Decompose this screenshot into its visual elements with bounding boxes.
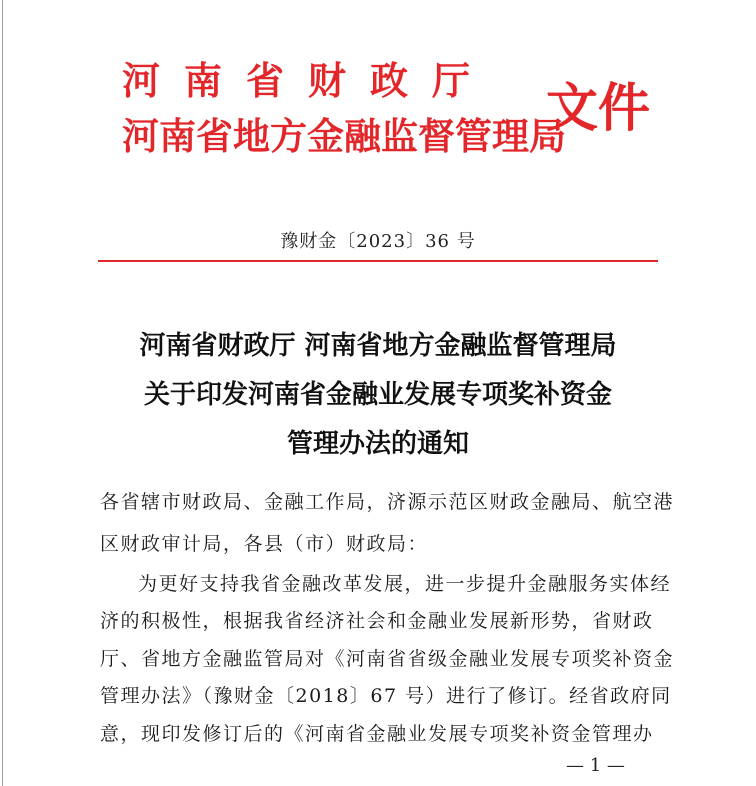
red-divider-line — [98, 260, 658, 262]
body-line-3: 为更好支持我省金融改革发展，进一步提升金融服务实体经 — [138, 573, 672, 595]
body-line-6: 管理办法》（豫财金〔2018〕67 号）进行了修订。经省政府同 — [100, 685, 672, 707]
document-title-line-1: 河南省财政厅 河南省地方金融监督管理局 — [139, 331, 617, 361]
page-number: — 1 — — [566, 755, 625, 776]
document-title-line-3: 管理办法的通知 — [286, 429, 469, 459]
document-number: 豫财金〔2023〕36 号 — [280, 231, 476, 252]
body-line-7: 意，现印发修订后的《河南省金融业发展专项奖补资金管理办 — [100, 723, 654, 745]
body-line-5: 厅、省地方金融监管局对《河南省省级金融业发展专项奖补资金 — [100, 648, 675, 670]
issuer-name-finance-dept: 河南省财政厅 — [122, 58, 495, 103]
body-line-2: 区财政审计局，各县（市）财政局： — [100, 533, 429, 555]
issuer-name-finance-regulator: 河南省地方金融监督管理局 — [122, 114, 566, 158]
document-title-line-2: 关于印发河南省金融业发展专项奖补资金 — [143, 380, 612, 410]
body-line-4: 济的积极性，根据我省经济社会和金融业发展新形势，省财政 — [100, 610, 654, 632]
document-type-label: 文件 — [546, 78, 651, 139]
body-line-1: 各省辖市财政局、金融工作局，济源示范区财政金融局、航空港 — [100, 491, 675, 513]
